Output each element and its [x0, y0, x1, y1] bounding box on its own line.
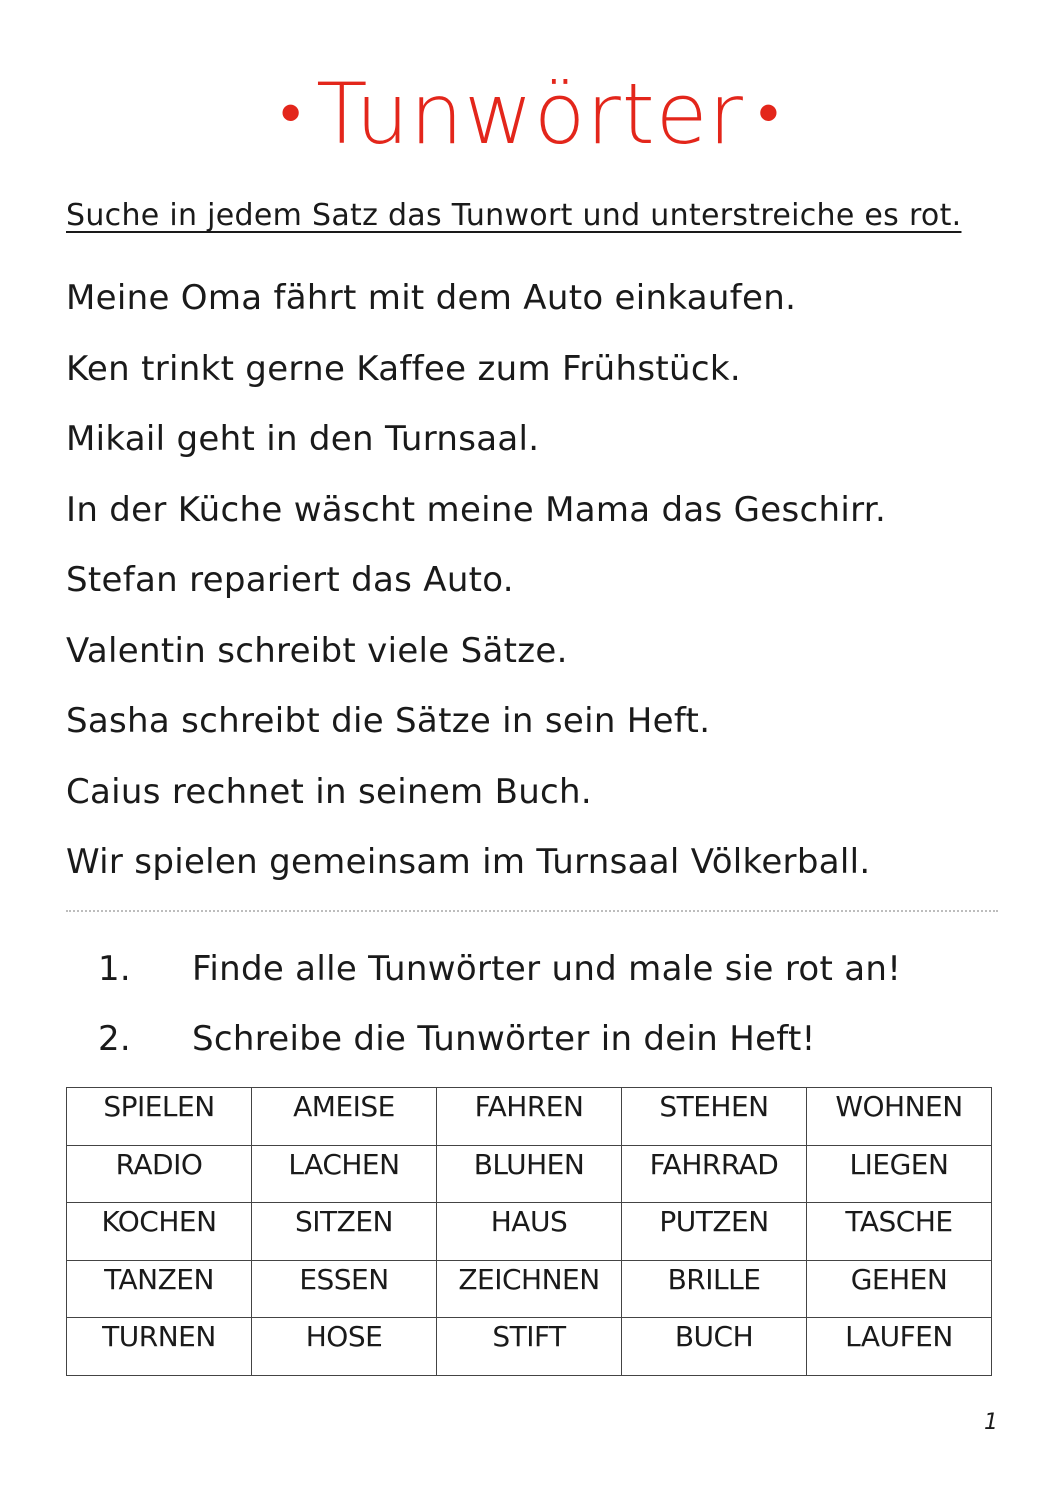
- word-cell: FAHREN: [437, 1088, 622, 1146]
- word-cell: SPIELEN: [67, 1088, 252, 1146]
- title-text: Tunwörter: [316, 65, 744, 163]
- word-cell: FAHRRAD: [622, 1145, 807, 1203]
- word-grid-row: [67, 1203, 992, 1261]
- word-cell: KOCHEN: [67, 1203, 252, 1261]
- task-list: [98, 944, 901, 1084]
- sentence: Stefan repariert das Auto.: [66, 560, 514, 600]
- page-title: [0, 58, 1060, 169]
- sentence: Meine Oma fährt mit dem Auto einkaufen.: [66, 278, 797, 318]
- word-cell: WOHNEN: [807, 1088, 992, 1146]
- word-grid-row: [67, 1088, 992, 1146]
- dotted-divider: [66, 910, 998, 912]
- word-grid-row: [67, 1145, 992, 1203]
- word-cell: LACHEN: [252, 1145, 437, 1203]
- word-cell: HOSE: [252, 1318, 437, 1376]
- word-cell: ZEICHNEN: [437, 1260, 622, 1318]
- word-cell: ESSEN: [252, 1260, 437, 1318]
- sentence: Wir spielen gemeinsam im Turnsaal Völkerball.: [66, 842, 871, 882]
- word-cell: GEHEN: [807, 1260, 992, 1318]
- word-cell: LIEGEN: [807, 1145, 992, 1203]
- word-cell: AMEISE: [252, 1088, 437, 1146]
- word-grid: [66, 1087, 992, 1376]
- word-cell: STIFT: [437, 1318, 622, 1376]
- task-number: 1.: [98, 949, 132, 989]
- word-cell: TANZEN: [67, 1260, 252, 1318]
- sentence: Ken trinkt gerne Kaffee zum Frühstück.: [66, 348, 741, 389]
- word-cell: HAUS: [437, 1203, 622, 1261]
- task-number: 2.: [98, 1019, 132, 1059]
- title-bullet-right: •: [757, 78, 780, 148]
- word-cell: BUCH: [622, 1318, 807, 1376]
- word-cell: PUTZEN: [622, 1203, 807, 1261]
- word-cell: RADIO: [67, 1145, 252, 1203]
- word-cell: BLUHEN: [437, 1145, 622, 1203]
- task-text: Finde alle Tunwörter und male sie rot an!: [192, 949, 902, 989]
- title-bullet-left: •: [280, 78, 303, 148]
- sentence-list: [66, 272, 886, 907]
- task-item: [98, 944, 901, 1014]
- word-cell: BRILLE: [622, 1260, 807, 1318]
- task-item: [98, 1014, 901, 1084]
- word-cell: TASCHE: [807, 1203, 992, 1261]
- page-number: 1: [984, 1410, 998, 1435]
- instruction-text: Suche in jedem Satz das Tunwort und unterstreiche es rot.: [66, 198, 962, 233]
- word-cell: SITZEN: [252, 1203, 437, 1261]
- word-cell: LAUFEN: [807, 1318, 992, 1376]
- sentence: In der Küche wäscht meine Mama das Geschirr.: [66, 489, 887, 530]
- sentence: Mikail geht in den Turnsaal.: [66, 419, 540, 459]
- task-text: Schreibe die Tunwörter in dein Heft!: [192, 1019, 816, 1059]
- word-grid-row: [67, 1260, 992, 1318]
- word-cell: TURNEN: [67, 1318, 252, 1376]
- sentence: Caius rechnet in seinem Buch.: [66, 771, 592, 812]
- word-grid-row: [67, 1318, 992, 1376]
- sentence: Valentin schreibt viele Sätze.: [66, 630, 568, 671]
- sentence: Sasha schreibt die Sätze in sein Heft.: [66, 701, 711, 741]
- word-cell: STEHEN: [622, 1088, 807, 1146]
